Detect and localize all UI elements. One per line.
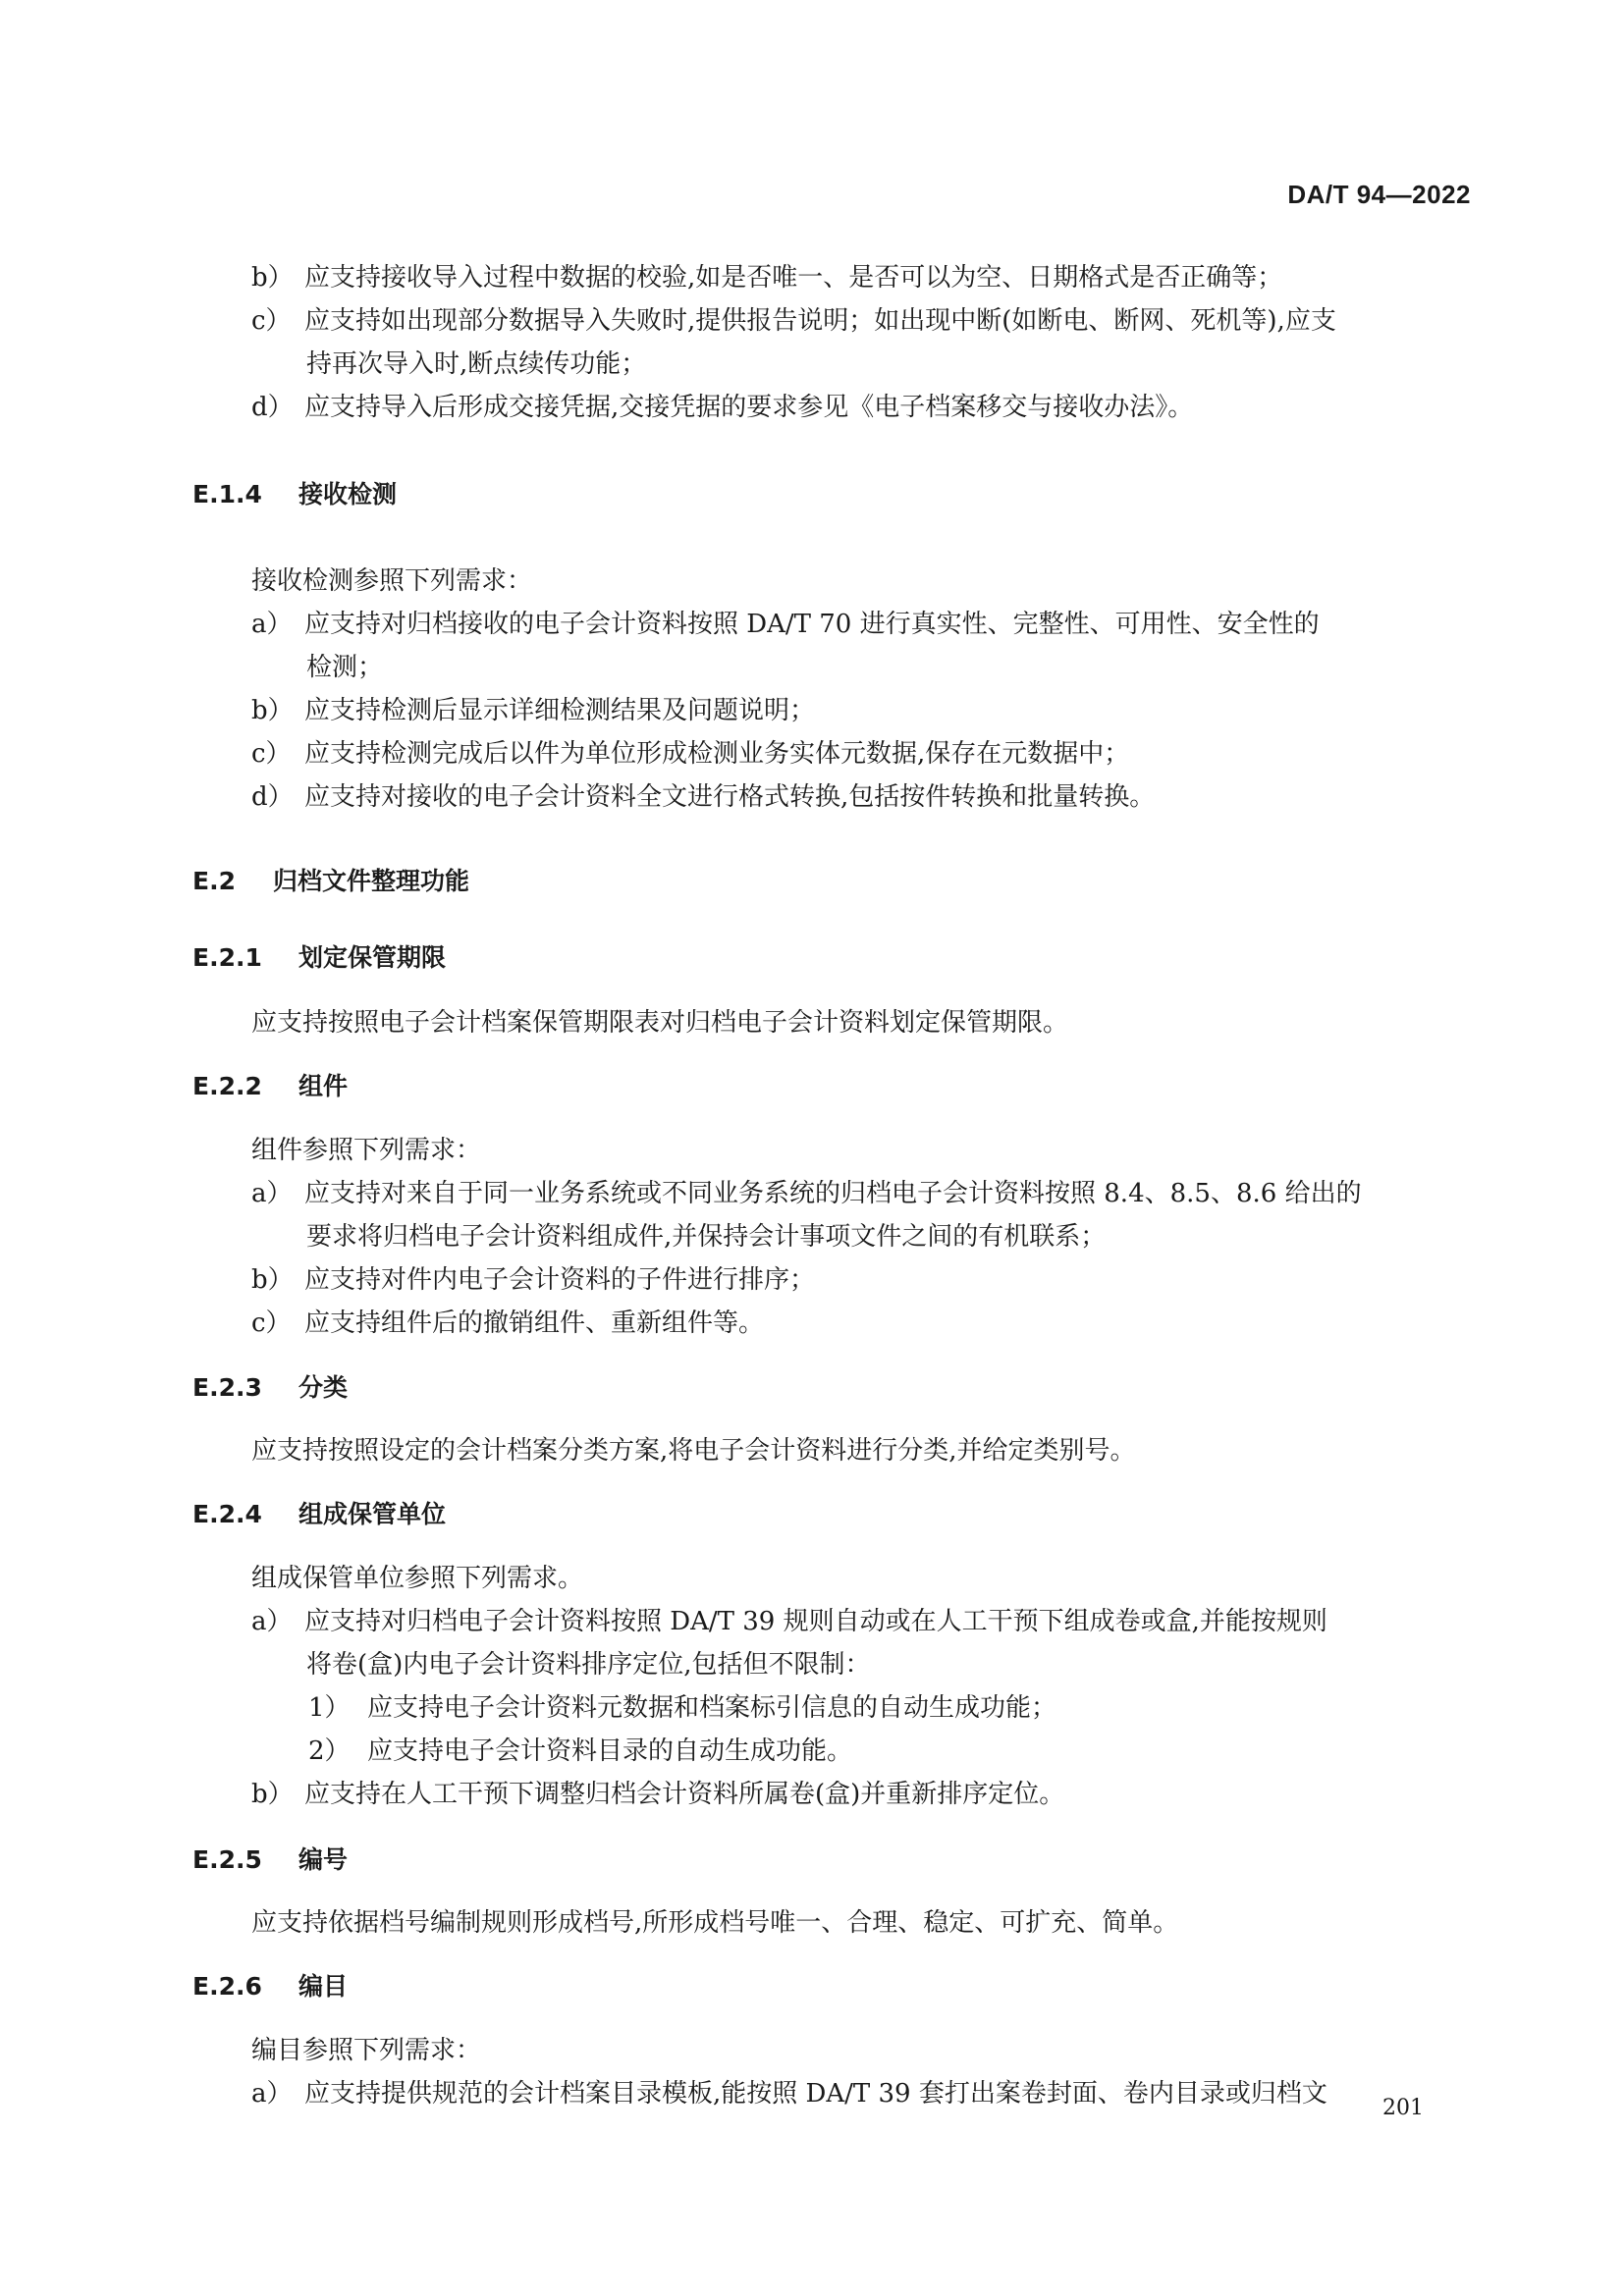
list-item-continuation: 检测； (306, 653, 384, 682)
list-item: b） 应支持对件内电子会计资料的子件进行排序； (251, 1265, 816, 1295)
list-item: a） 应支持对归档接收的电子会计资料按照 DA/T 70 进行真实性、完整性、可用性、安全性的 (251, 610, 1320, 639)
list-item-continuation: 持再次导入时,断点续传功能； (306, 349, 647, 379)
page-number: 201 (1382, 2096, 1424, 2120)
list-item-continuation: 要求将归档电子会计资料组成件,并保持会计事项文件之间的有机联系； (306, 1222, 1107, 1252)
section-intro: 组成保管单位参照下列需求。 (251, 1564, 584, 1593)
section-intro: 编目参照下列需求： (251, 2036, 482, 2065)
list-item: c） 应支持检测完成后以件为单位形成检测业务实体元数据,保存在元数据中； (251, 739, 1130, 769)
section-intro: 组件参照下列需求： (251, 1136, 482, 1165)
section-heading: E.1.4 接收检测 (192, 480, 398, 508)
sub-list-item: 1） 应支持电子会计资料元数据和档案标引信息的自动生成功能； (308, 1693, 1057, 1723)
section-heading: E.2.3 分类 (192, 1373, 349, 1402)
document-code: DA/T 94—2022 (1287, 180, 1471, 209)
list-item: c） 应支持组件后的撤销组件、重新组件等。 (251, 1308, 765, 1338)
section-intro: 接收检测参照下列需求： (251, 566, 533, 596)
list-item: d） 应支持对接收的电子会计资料全文进行格式转换,包括按件转换和批量转换。 (251, 782, 1156, 812)
section-heading: E.2.4 组成保管单位 (192, 1500, 447, 1528)
list-item: a） 应支持对归档电子会计资料按照 DA/T 39 规则自动或在人工干预下组成卷或盒,并能按规则 (251, 1607, 1327, 1636)
section-heading: E.2.6 编目 (192, 1972, 349, 2001)
sub-list-item: 2） 应支持电子会计资料目录的自动生成功能。 (308, 1736, 853, 1766)
section-body: 应支持依据档号编制规则形成档号,所形成档号唯一、合理、稳定、可扩充、简单。 (251, 1908, 1179, 1938)
list-item: a） 应支持提供规范的会计档案目录模板,能按照 DA/T 39 套打出案卷封面、卷内目录或归档文 (251, 2079, 1327, 2109)
section-body: 应支持按照设定的会计档案分类方案,将电子会计资料进行分类,并给定类别号。 (251, 1436, 1136, 1466)
section-body: 应支持按照电子会计档案保管期限表对归档电子会计资料划定保管期限。 (251, 1008, 1069, 1038)
list-item-continuation: 将卷(盒)内电子会计资料排序定位,包括但不限制： (306, 1650, 871, 1680)
list-item: a） 应支持对来自于同一业务系统或不同业务系统的归档电子会计资料按照 8.4、8.5、8.6 给出的 (251, 1179, 1362, 1208)
section-heading: E.2.5 编号 (192, 1845, 349, 1874)
list-item: b） 应支持在人工干预下调整归档会计资料所属卷(盒)并重新排序定位。 (251, 1780, 1065, 1809)
section-heading: E.2 归档文件整理功能 (192, 867, 470, 895)
section-heading: E.2.1 划定保管期限 (192, 943, 447, 972)
list-item: c） 应支持如出现部分数据导入失败时,提供报告说明；如出现中断(如断电、断网、死机等),应支 (251, 306, 1336, 336)
list-item: b） 应支持检测后显示详细检测结果及问题说明； (251, 696, 816, 725)
list-item: b） 应支持接收导入过程中数据的校验,如是否唯一、是否可以为空、日期格式是否正确等； (251, 263, 1283, 293)
section-heading: E.2.2 组件 (192, 1072, 349, 1100)
list-item: d） 应支持导入后形成交接凭据,交接凭据的要求参见《电子档案移交与接收办法》。 (251, 393, 1194, 422)
